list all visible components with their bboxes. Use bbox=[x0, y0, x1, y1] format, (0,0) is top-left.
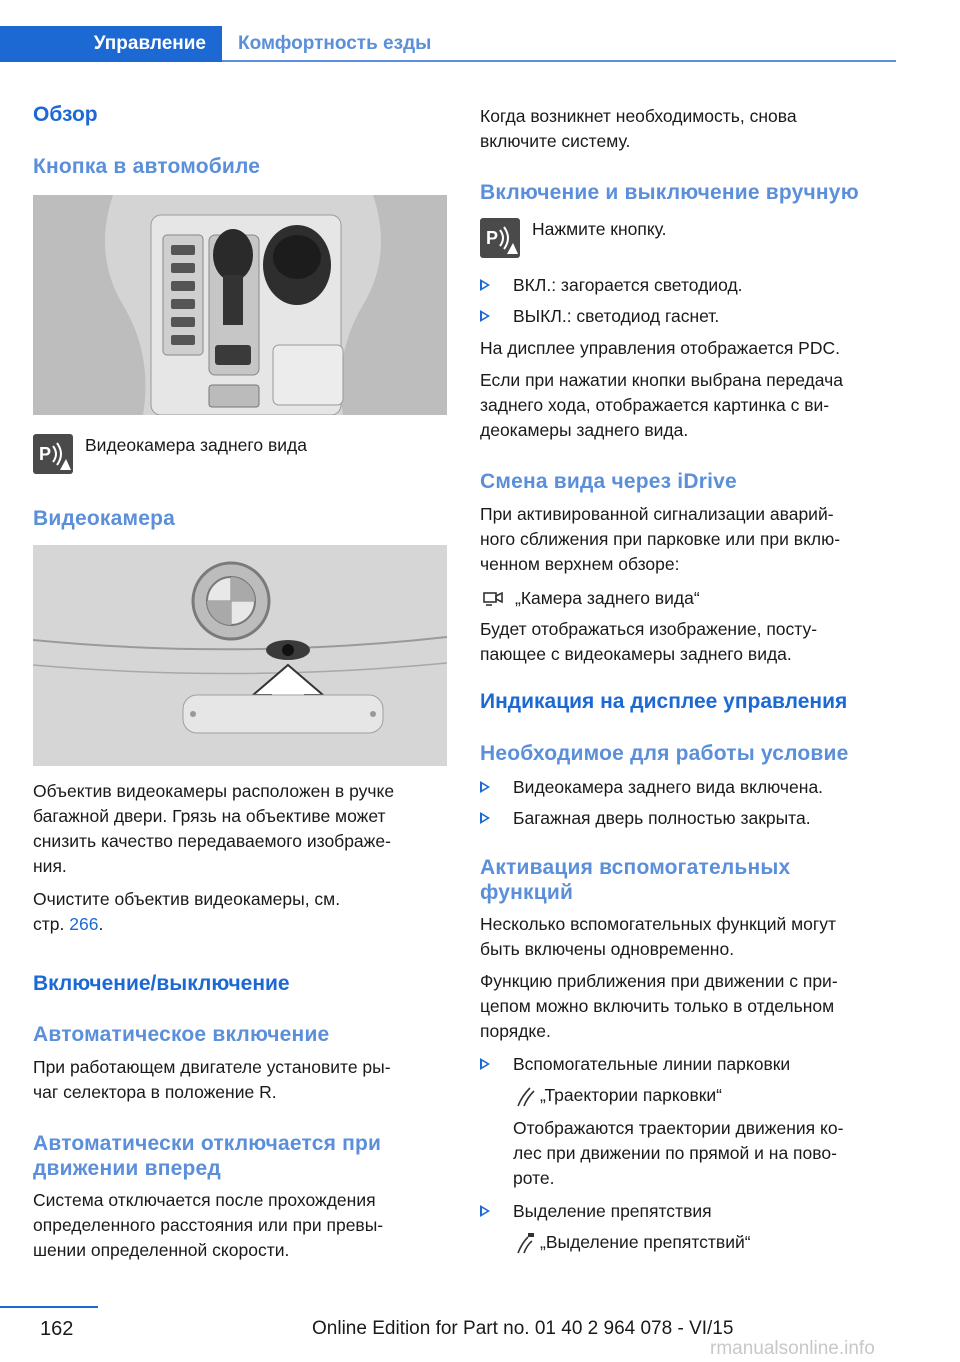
clean-line-1: Очистите объектив видеокамеры, см. bbox=[33, 889, 341, 909]
heading-aux-line-1: Активация вспомогательных bbox=[480, 856, 791, 879]
proximity-paragraph bbox=[480, 969, 896, 1044]
bullet-triangle-icon bbox=[480, 1205, 490, 1217]
bullet-triangle-icon bbox=[480, 279, 490, 291]
idrive-line-1: При активированной сигнализации аварий- bbox=[480, 504, 834, 524]
reverse-paragraph bbox=[480, 368, 896, 443]
idrive-paragraph bbox=[480, 502, 896, 577]
proximity-line-3: порядке. bbox=[480, 1021, 551, 1041]
heading-on-off: Включение/выключение bbox=[33, 972, 290, 995]
bullet-triangle-icon bbox=[480, 781, 490, 793]
page-266-link[interactable]: 266 bbox=[69, 914, 99, 934]
lens-line-4: ния. bbox=[33, 856, 67, 876]
heading-aux-line-2: функций bbox=[480, 881, 574, 904]
icon-caption: Видеокамера заднего вида bbox=[85, 435, 307, 455]
auto-off-line-3: шении определенной скорости. bbox=[33, 1240, 290, 1260]
heading-button-in-car: Кнопка в автомобиле bbox=[33, 155, 261, 178]
reverse-line-1: Если при нажатии кнопки выбрана передача bbox=[480, 370, 843, 390]
heading-manual: Включение и выключение вручную bbox=[480, 181, 859, 204]
auto-off-paragraph bbox=[33, 1188, 447, 1263]
show-line-2: пающее с видеокамеры заднего вида. bbox=[480, 644, 792, 664]
aux-paragraph bbox=[480, 912, 896, 962]
auto-on-paragraph bbox=[33, 1055, 447, 1105]
menu-parking-trajectory[interactable]: „Траектории парковки“ bbox=[540, 1085, 722, 1105]
again-paragraph bbox=[480, 104, 896, 154]
heading-auto-on: Автоматическое включение bbox=[33, 1023, 330, 1046]
svg-text:P: P bbox=[486, 228, 499, 248]
menu-rear-camera[interactable]: „Камера заднего вида“ bbox=[515, 588, 700, 608]
idrive-line-3: ченном верхнем обзоре: bbox=[480, 554, 680, 574]
bullet-triangle-icon bbox=[480, 310, 490, 322]
again-line-2: включите систему. bbox=[480, 131, 631, 151]
heading-overview: Обзор bbox=[33, 103, 98, 126]
lens-paragraph bbox=[33, 779, 447, 879]
heading-aux bbox=[480, 855, 790, 905]
footer-divider bbox=[0, 1306, 98, 1308]
auto-on-line-2: чаг селектора в положение R. bbox=[33, 1082, 277, 1102]
watermark: rmanualsonline.info bbox=[710, 1338, 875, 1359]
show-paragraph bbox=[480, 617, 896, 667]
lens-line-1: Объектив видеокамеры расположен в ручке bbox=[33, 781, 395, 801]
again-line-1: Когда возникнет необходимость, снова bbox=[480, 106, 797, 126]
lens-line-3: снизить качество передаваемого изображе- bbox=[33, 831, 391, 851]
bullet-obstacle-text: Выделение препятствия bbox=[513, 1201, 712, 1221]
condition-2-text: Багажная дверь полностью закрыта. bbox=[513, 808, 811, 828]
menu-obstacle-marking[interactable]: „Выделение препятствий“ bbox=[540, 1232, 751, 1252]
show-line-1: Будет отображаться изображение, посту- bbox=[480, 619, 818, 639]
clean-page-prefix: стр. bbox=[33, 914, 70, 934]
condition-1-text: Видеокамера заднего вида включена. bbox=[513, 777, 824, 797]
heading-auto-off-line-2: движении вперед bbox=[33, 1157, 221, 1180]
bullet-parking-lines-text: Вспомогательные линии парковки bbox=[513, 1054, 791, 1074]
clean-period: . bbox=[98, 914, 104, 934]
parking-camera-button-icon bbox=[480, 218, 520, 258]
pdc-paragraph: На дисплее управления отображается PDC. bbox=[480, 338, 840, 358]
reverse-line-2: заднего хода, отображается картинка с ви- bbox=[480, 395, 830, 415]
tab-operation[interactable]: Управление bbox=[0, 26, 222, 62]
aux-line-1: Несколько вспомогательных функций могут bbox=[480, 914, 837, 934]
heading-auto-off-line-1: Автоматически отключается при bbox=[33, 1132, 382, 1155]
trajectory-line-2: лес при движении по прямой и на пово- bbox=[513, 1143, 837, 1163]
clean-line-2 bbox=[33, 912, 447, 937]
header-divider bbox=[222, 60, 896, 62]
online-edition-note: Online Edition for Part no. 01 40 2 964 078 - VI/15 bbox=[312, 1318, 734, 1339]
rear-camera-menu-icon bbox=[482, 587, 508, 609]
tab-driving-comfort[interactable]: Комфортность езды bbox=[238, 33, 432, 54]
bullet-on-text: ВКЛ.: загорается светодиод. bbox=[513, 275, 743, 295]
heading-camera: Видеокамера bbox=[33, 507, 176, 530]
svg-text:P: P bbox=[39, 444, 52, 464]
trajectory-line-3: роте. bbox=[513, 1168, 555, 1188]
parking-camera-icon bbox=[33, 434, 73, 474]
obstacle-marking-icon bbox=[514, 1231, 538, 1255]
trajectory-paragraph bbox=[513, 1116, 896, 1191]
page-header bbox=[0, 0, 960, 64]
trajectory-line-1: Отображаются траектории движения ко- bbox=[513, 1118, 844, 1138]
auto-off-line-2: определенного расстояния или при превы- bbox=[33, 1215, 384, 1235]
heading-display: Индикация на дисплее управления bbox=[480, 690, 848, 713]
parking-trajectory-icon bbox=[514, 1084, 538, 1108]
idrive-line-2: ного сближения при парковке или при вклю- bbox=[480, 529, 841, 549]
clean-paragraph bbox=[33, 887, 447, 937]
proximity-line-1: Функцию приближения при движении с при- bbox=[480, 971, 838, 991]
heading-idrive: Смена вида через iDrive bbox=[480, 470, 737, 493]
bullet-triangle-icon bbox=[480, 1058, 490, 1070]
proximity-line-2: цепом можно включить только в отдельном bbox=[480, 996, 835, 1016]
page-number: 162 bbox=[40, 1318, 74, 1340]
press-button-text: Нажмите кнопку. bbox=[532, 219, 667, 239]
reverse-line-3: деокамеры заднего вида. bbox=[480, 420, 689, 440]
bullet-off-text: ВЫКЛ.: светодиод гаснет. bbox=[513, 306, 720, 326]
heading-condition: Необходимое для работы условие bbox=[480, 742, 849, 765]
lens-line-2: багажной двери. Грязь на объективе может bbox=[33, 806, 386, 826]
auto-off-line-1: Система отключается после прохождения bbox=[33, 1190, 376, 1210]
heading-auto-off bbox=[33, 1131, 381, 1181]
auto-on-line-1: При работающем двигателе установите ры- bbox=[33, 1057, 391, 1077]
tailgate-camera-photo bbox=[33, 545, 447, 766]
bullet-triangle-icon bbox=[480, 812, 490, 824]
center-console-photo bbox=[33, 195, 447, 415]
aux-line-2: быть включены одновременно. bbox=[480, 939, 735, 959]
